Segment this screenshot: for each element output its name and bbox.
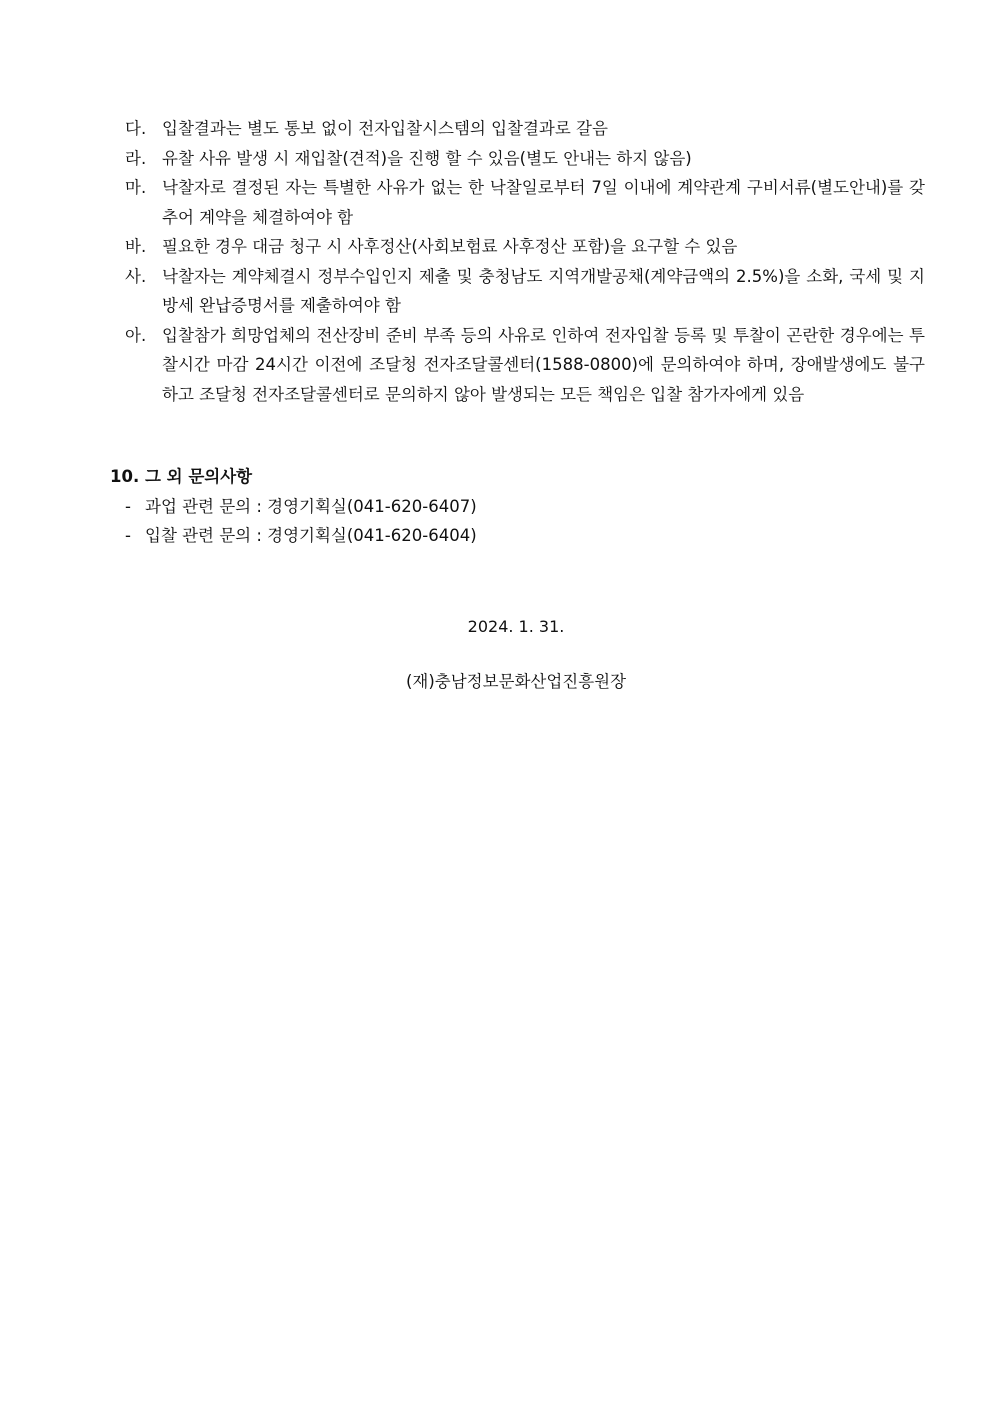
contact-text: 과업 관련 문의 : 경영기획실(041-620-6407)	[145, 497, 477, 516]
item-text: 유찰 사유 발생 시 재입찰(견적)을 진행 할 수 있음(별도 안내는 하지 않음)	[162, 148, 692, 168]
item-text: 필요한 경우 대금 청구 시 사후정산(사회보험료 사후정산 포함)을 요구할 수 있음	[162, 237, 738, 256]
list-dash: -	[125, 497, 131, 516]
notice-item	[125, 232, 925, 262]
section-title: 10. 그 외 문의사항	[110, 467, 253, 486]
item-marker: 마.	[125, 178, 147, 197]
item-text: 입찰결과는 별도 통보 없이 전자입찰시스템의 입찰결과로 갈음	[162, 119, 608, 138]
contact-item	[125, 521, 477, 550]
notice-item	[125, 321, 925, 410]
document-date: 2024. 1. 31.	[467, 617, 565, 636]
item-marker: 라.	[125, 148, 147, 168]
list-dash: -	[125, 526, 131, 545]
notice-item	[125, 144, 925, 174]
item-marker: 사.	[125, 266, 147, 286]
contact-item	[125, 492, 477, 521]
item-marker: 바.	[125, 237, 147, 256]
issuing-organization: (재)충남정보문화산업진흥원장	[405, 672, 627, 691]
contact-list	[125, 492, 477, 550]
notice-item	[125, 114, 925, 144]
contact-text: 입찰 관련 문의 : 경영기획실(041-620-6404)	[145, 526, 477, 545]
notice-item	[125, 262, 925, 321]
item-text: 낙찰자로 결정된 자는 특별한 사유가 없는 한 낙찰일로부터 7일 이내에 계약관계 구비서류(별도안내)를 갖추어 계약을 체결하여야 함	[162, 178, 925, 227]
item-text: 낙찰자는 계약체결시 정부수입인지 제출 및 충청남도 지역개발공채(계약금액의 2.5%)을 소화, 국세 및 지방세 완납증명서를 제출하여야 함	[162, 266, 925, 315]
notice-item	[125, 173, 925, 232]
item-marker: 다.	[125, 119, 147, 138]
notice-items	[125, 114, 925, 409]
item-marker: 아.	[125, 325, 147, 345]
item-text: 입찰참가 희망업체의 전산장비 준비 부족 등의 사유로 인하여 전자입찰 등록 및 투찰이 곤란한 경우에는 투찰시간 마감 24시간 이전에 조달청 전자조달콜센터(1588-0800)에 문의하여야 하며, 장애발생에도 불구하고 조달청 전자조달콜센터로 문의하지 않아 발생되는 모든 책임은 입찰 참가자에게 있음	[162, 325, 925, 404]
